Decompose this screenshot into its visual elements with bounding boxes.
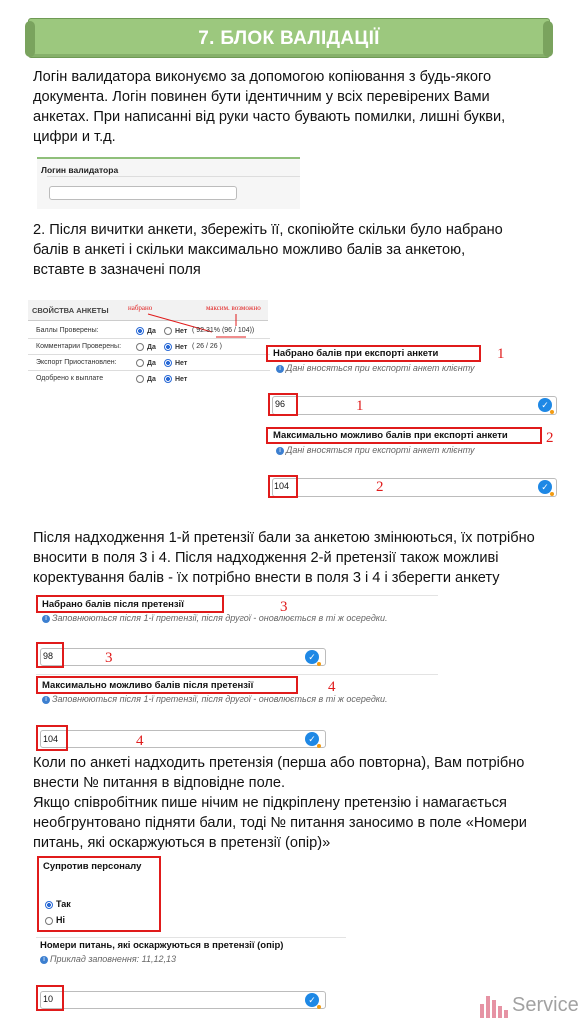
- row-extra: ( 26 / 26 ): [192, 343, 222, 350]
- banner-title: 7. БЛОК ВАЛІДАЦІЇ: [198, 28, 380, 49]
- info-icon: i: [40, 956, 48, 964]
- properties-row: [28, 324, 270, 339]
- resistance-yes-option[interactable]: [45, 899, 71, 909]
- watermark: [478, 990, 578, 1020]
- text-line: Логін валидатора виконуємо за допомогою копіювання з будь-якого: [33, 69, 492, 85]
- radio-no[interactable]: [164, 343, 172, 351]
- text-line: Якщо співробітник пише нічим не підкріплену претензію і намагається: [33, 795, 507, 811]
- radio-no[interactable]: [164, 375, 172, 383]
- row-label: Одобрено к выплате: [36, 375, 104, 382]
- marker-1: 1: [497, 346, 505, 362]
- export-max-label: Максимально можливо балів при експорті анкети: [273, 430, 508, 441]
- text-line: балів в анкеті і скільки максимально можливо балів за анкетою,: [33, 242, 466, 258]
- check-icon: ✓: [305, 650, 319, 664]
- paragraph-login: [33, 67, 505, 147]
- watermark-logo-icon: [478, 990, 510, 1020]
- status-dot-icon: [550, 492, 554, 496]
- status-dot-icon: [317, 744, 321, 748]
- note-scored: набрано: [128, 304, 153, 312]
- marker-3-value: 3: [105, 650, 113, 666]
- divider: [36, 937, 346, 938]
- text-line: внести № питання в відповідне поле.: [33, 775, 286, 791]
- export-scored-value: 96: [275, 399, 286, 409]
- login-input[interactable]: [49, 186, 237, 200]
- highlight-box-value-5: [36, 985, 64, 1011]
- export-max-hint-row: [276, 445, 475, 455]
- text-line: 2. Після вичитки анкети, збережіть її, скопіюйте скільки було набрано: [33, 222, 503, 238]
- highlight-box-1: [266, 345, 481, 362]
- radio-no-label: Нет: [175, 327, 188, 335]
- claim-scored-value: 98: [43, 651, 54, 661]
- radio-yes[interactable]: [45, 901, 53, 909]
- properties-header: СВОЙСТВА АНКЕТЫ: [32, 306, 109, 315]
- highlight-box-value-1: [268, 393, 298, 416]
- marker-3: 3: [280, 599, 288, 615]
- claim-max-hint-row: [42, 694, 388, 704]
- claim-scored-hint-row: [42, 613, 388, 623]
- highlight-box-value-3: [36, 642, 64, 668]
- text-line: коректування балів - їх потрібно внести в поля 3 і 4 і зберегти анкету: [33, 570, 500, 586]
- radio-yes-label: Да: [147, 359, 156, 367]
- marker-1-value: 1: [356, 398, 364, 414]
- text-line: Коли по анкеті надходить претензія (перша або повторна), Вам потрібно: [33, 755, 525, 771]
- claim-scored-input[interactable]: [40, 648, 326, 666]
- radio-no[interactable]: [164, 359, 172, 367]
- export-max-input[interactable]: [272, 478, 557, 497]
- marker-4: 4: [328, 679, 336, 695]
- check-icon: ✓: [538, 480, 552, 494]
- section-banner: [28, 18, 550, 58]
- radio-no-label: Нет: [175, 375, 188, 383]
- claim-max-label: Максимально можливо балів після претензії: [42, 680, 254, 691]
- radio-no-label: Нет: [175, 343, 188, 351]
- info-icon: i: [42, 615, 50, 623]
- claim-max-input[interactable]: [40, 730, 326, 748]
- check-icon: ✓: [538, 398, 552, 412]
- radio-no[interactable]: [45, 917, 53, 925]
- text-line: Після надходження 1-й претензії бали за анкетою змінюються, їх потрібно: [33, 530, 535, 546]
- marker-2: 2: [546, 430, 554, 446]
- export-scored-hint-row: [276, 363, 475, 373]
- properties-row: [28, 340, 270, 355]
- row-label: Баллы Проверены:: [36, 327, 99, 334]
- properties-row: [28, 372, 270, 386]
- radio-yes-label: Да: [147, 327, 156, 335]
- row-label: Комментарии Проверены:: [36, 343, 122, 350]
- login-field-fragment: [37, 157, 300, 209]
- text-line: вносити в поля 3 і 4. Після надходження 2-й претензії також можливі: [33, 550, 499, 566]
- export-max-hint: Дані вносяться при експорті анкет клієнту: [286, 445, 475, 455]
- text-line: анкетах. При написанні від руки часто бувають помилки, лишні букви,: [33, 109, 506, 125]
- resistance-no-option[interactable]: [45, 915, 65, 925]
- export-scored-hint: Дані вносяться при експорті анкет клієнту: [286, 363, 475, 373]
- questions-hint-row: [40, 954, 176, 964]
- export-scored-label: Набрано балів при експорті анкети: [273, 348, 439, 359]
- paragraph-claims: [33, 528, 535, 588]
- claim-scored-label: Набрано балів після претензії: [42, 599, 184, 610]
- login-field-label: Логин валидатора: [41, 165, 119, 175]
- radio-no-label: Нет: [175, 359, 188, 367]
- highlight-box-value-2: [268, 475, 298, 498]
- divider: [36, 674, 438, 675]
- radio-no[interactable]: [164, 327, 172, 335]
- radio-yes[interactable]: [136, 375, 144, 383]
- status-dot-icon: [550, 410, 554, 414]
- radio-yes[interactable]: [136, 359, 144, 367]
- resistance-no-label: Ні: [56, 915, 65, 925]
- text-line: документа. Логін повинен бути ідентичним у всіх перевірених Вами: [33, 89, 490, 105]
- radio-yes[interactable]: [136, 343, 144, 351]
- questions-label: Номери питань, які оскаржуються в претензії (опір): [40, 940, 284, 951]
- text-line: необгрунтовано підняти бали, тоді № питання заносимо в поле «Номери: [33, 815, 527, 831]
- export-scored-input[interactable]: [272, 396, 557, 415]
- highlight-box-3: [36, 595, 224, 613]
- check-icon: ✓: [305, 993, 319, 1007]
- radio-yes-label: Да: [147, 375, 156, 383]
- info-icon: i: [276, 365, 284, 373]
- marker-4-value: 4: [136, 733, 144, 749]
- paragraph-questions: [33, 753, 527, 853]
- highlight-box-value-4: [36, 725, 68, 751]
- claim-max-value: 104: [43, 734, 59, 744]
- radio-yes[interactable]: [136, 327, 144, 335]
- resistance-yes-label: Так: [56, 899, 71, 909]
- highlight-box-2: [266, 427, 542, 444]
- text-line: вставте в зазначені поля: [33, 262, 201, 278]
- highlight-box-4: [36, 676, 298, 694]
- questions-hint: Приклад заповнення: 11,12,13: [50, 954, 177, 964]
- info-icon: i: [42, 696, 50, 704]
- check-icon: ✓: [305, 732, 319, 746]
- export-max-value: 104: [274, 481, 290, 491]
- status-dot-icon: [317, 1005, 321, 1009]
- radio-yes-label: Да: [147, 343, 156, 351]
- marker-2-value: 2: [376, 479, 384, 495]
- watermark-text: Service: [512, 994, 579, 1016]
- row-label: Экспорт Приостановлен:: [36, 359, 117, 366]
- row-extra: ( 92.31% (96 / 104)): [192, 327, 255, 334]
- resistance-label: Супротив персоналу: [43, 861, 142, 872]
- info-icon: i: [276, 447, 284, 455]
- text-line: цифри и т.д.: [33, 129, 116, 145]
- properties-row: [28, 356, 270, 371]
- status-dot-icon: [317, 662, 321, 666]
- resistance-box: [37, 856, 161, 932]
- note-max: максим. возможно: [206, 304, 261, 312]
- questions-value: 10: [43, 994, 54, 1004]
- questions-input[interactable]: [40, 991, 326, 1009]
- text-line: питань, які оскаржуються в претензії (опір)»: [33, 835, 331, 851]
- claim-max-hint: Заповнюються після 1-ї претензії, після другої - оновлюється в ті ж осередки.: [52, 694, 388, 704]
- paragraph-scores: [33, 220, 503, 280]
- claim-scored-hint: Заповнюються після 1-ї претензії, після другої - оновлюється в ті ж осередки.: [52, 613, 388, 623]
